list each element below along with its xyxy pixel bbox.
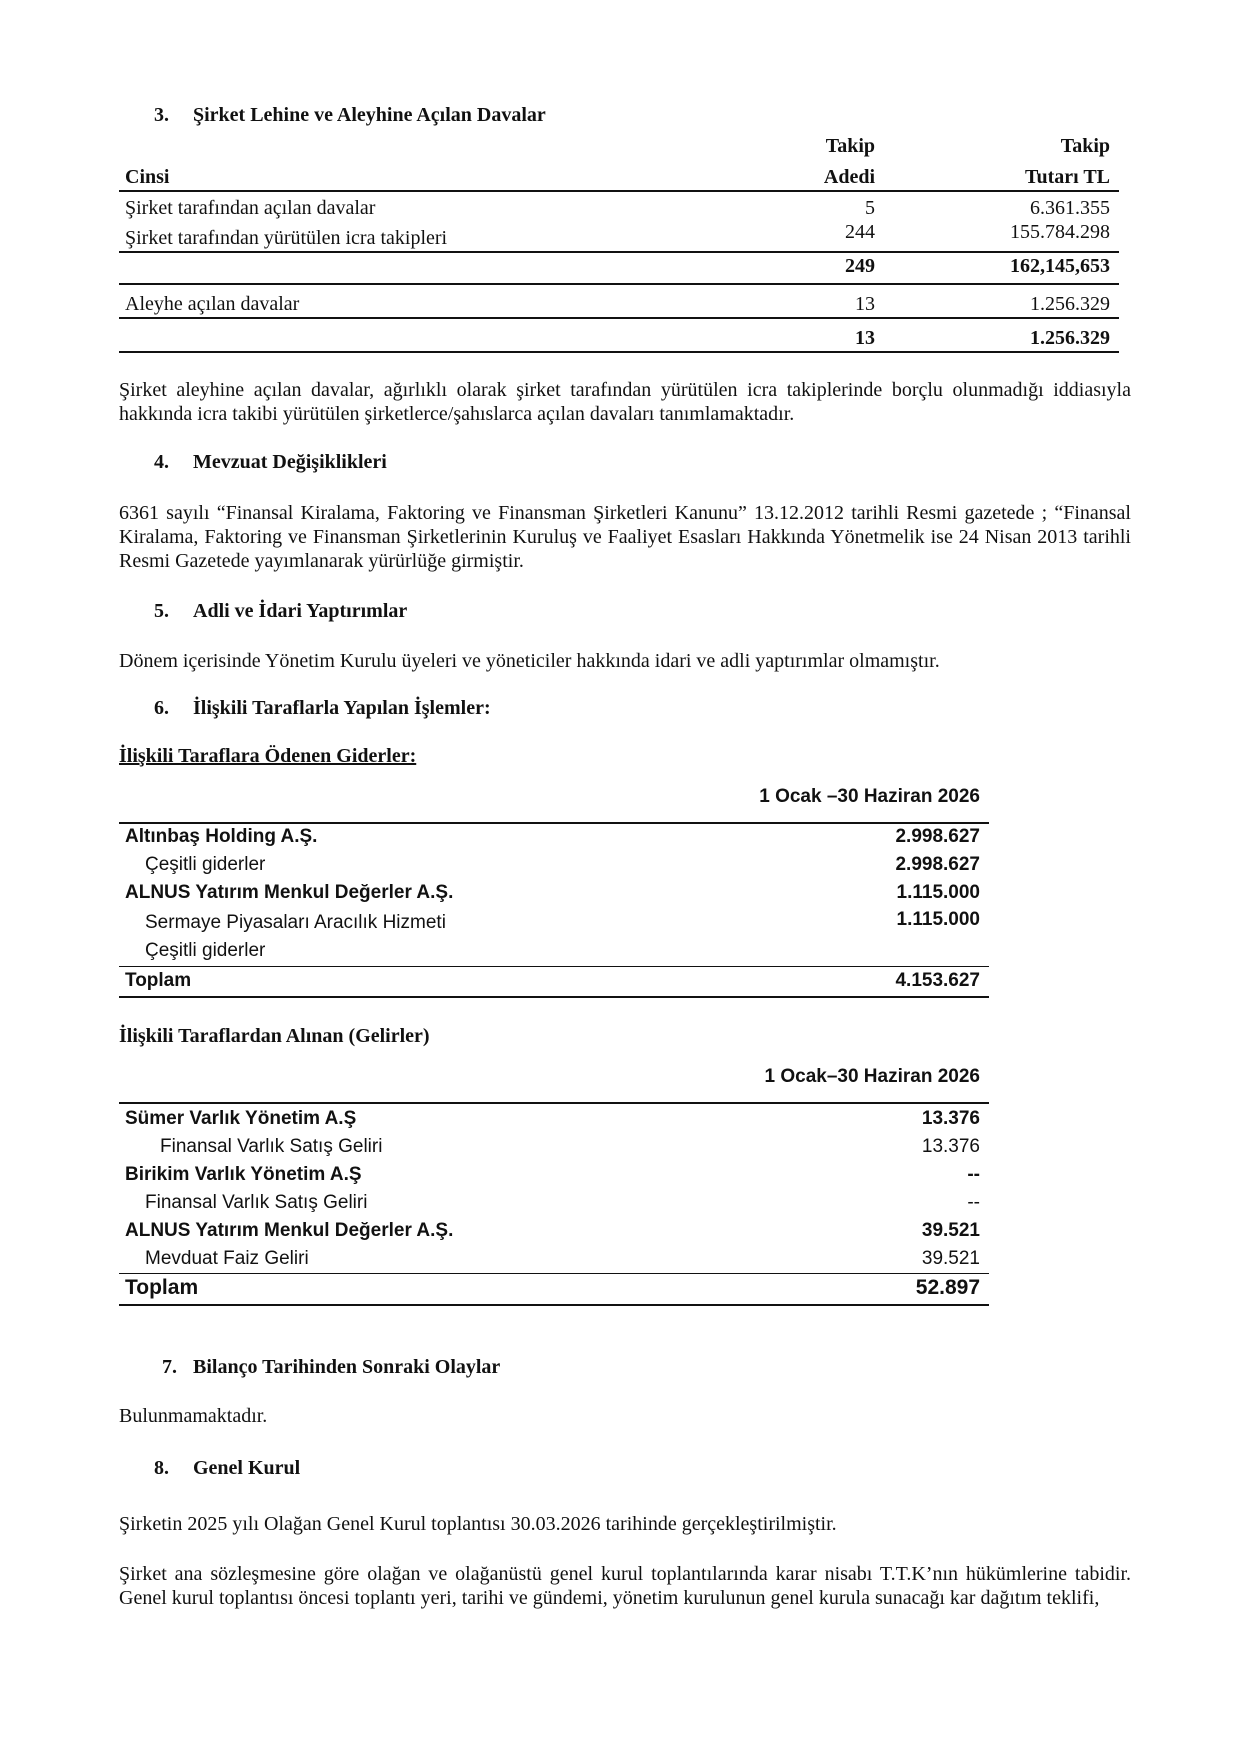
row-label: Altınbaş Holding A.Ş. <box>125 826 318 847</box>
section-5-title: Adli ve İdari Yaptırımlar <box>193 600 408 622</box>
row-label: Birikim Varlık Yönetim A.Ş <box>125 1164 362 1185</box>
total-value: 52.897 <box>915 1276 980 1299</box>
row-count: 13 <box>855 293 875 315</box>
row-label: Sermaye Piyasaları Aracılık Hizmeti <box>145 912 446 933</box>
row-label: Şirket tarafından açılan davalar <box>125 197 376 219</box>
expenses-period-header: 1 Ocak –30 Haziran 2026 <box>759 786 980 807</box>
section-3-number: 3. <box>154 104 169 126</box>
col-count-header-line2: Adedi <box>823 166 875 188</box>
row-value: 2.998.627 <box>895 854 980 875</box>
total-rule-top <box>119 1273 989 1274</box>
row-label: Çeşitli giderler <box>145 940 266 961</box>
section-8-number: 8. <box>154 1457 169 1479</box>
section-6-number: 6. <box>154 697 169 719</box>
row-value: -- <box>967 1164 980 1185</box>
subtotal-amount: 1.256.329 <box>1030 327 1110 349</box>
row-label: ALNUS Yatırım Menkul Değerler A.Ş. <box>125 1220 454 1241</box>
row-label: Aleyhe açılan davalar <box>125 293 300 315</box>
row-value: 13.376 <box>921 1136 980 1157</box>
subtotal-rule-bottom <box>119 283 1119 285</box>
section-5-paragraph: Dönem içerisinde Yönetim Kurulu üyeleri ve yöneticiler hakkında idari ve adli yaptırımlar olmamıştır. <box>119 650 940 672</box>
subtotal-rule-bottom <box>119 351 1119 353</box>
row-value: 1.115.000 <box>896 882 980 903</box>
row-label: Finansal Varlık Satış Geliri <box>145 1192 368 1213</box>
header-rule <box>119 822 989 824</box>
row-value: 39.521 <box>921 1248 980 1269</box>
section-6-title: İlişkili Taraflarla Yapılan İşlemler: <box>193 697 491 719</box>
section-7-paragraph: Bulunmamaktadır. <box>119 1405 268 1427</box>
income-period-header: 1 Ocak–30 Haziran 2026 <box>764 1066 980 1087</box>
section-4-number: 4. <box>154 451 169 473</box>
section-8-paragraph-2: Şirket ana sözleşmesine göre olağan ve olağanüstü genel kurul toplantılarında karar nisabı T.T.K’nın hükümlerine tabidir. Genel kurul toplantısı öncesi toplantı yeri, tarihi ve gündemi, yönetim kurulunun genel kurula sunacağı kar dağıtım teklifi, <box>119 1563 1131 1609</box>
row-label: Sümer Varlık Yönetim A.Ş <box>125 1108 357 1129</box>
col-count-header-line1: Takip <box>825 135 875 157</box>
total-rule-bottom <box>119 996 989 998</box>
section-4-title: Mevzuat Değişiklikleri <box>193 451 387 473</box>
row-amount: 6.361.355 <box>1030 197 1110 219</box>
subtotal-rule-top <box>119 317 1119 319</box>
section-7-number: 7. <box>162 1356 177 1378</box>
row-amount: 1.256.329 <box>1030 293 1110 315</box>
row-count: 5 <box>865 197 875 219</box>
subtotal-amount: 162,145,653 <box>1010 255 1110 277</box>
header-rule <box>119 1102 989 1104</box>
total-label: Toplam <box>125 1276 199 1299</box>
col-type-header: Cinsi <box>125 166 170 188</box>
subtotal-count: 249 <box>845 255 875 277</box>
section-4-paragraph: 6361 sayılı “Finansal Kiralama, Faktoring ve Finansman Şirketleri Kanunu” 13.12.2012 tarihli Resmi gazetede ; “Finansal Kiralama, Faktoring ve Finansman Şirketlerinin Kuruluş ve Faaliyet Esasları Hakkında Yönetmelik ise 24 Nisan 2013 tarihli Resmi Gazetede yayımlanarak yürürlüğe girmiştir. <box>119 502 1131 572</box>
total-rule-top <box>119 966 989 967</box>
row-label: Çeşitli giderler <box>145 854 266 875</box>
row-amount: 155.784.298 <box>1010 221 1110 243</box>
expenses-heading: İlişkili Taraflara Ödenen Giderler: <box>119 745 417 767</box>
section-3-paragraph: Şirket aleyhine açılan davalar, ağırlıklı olarak şirket tarafından yürütülen icra takiplerinde borçlu olunmadığı iddiasıyla hakkında icra takibi yürütülen şirketlerce/şahıslarca açılan davaları tanımlamaktadır. <box>119 379 1131 425</box>
row-value: 1.115.000 <box>896 909 980 930</box>
row-label: Mevduat Faiz Geliri <box>145 1248 309 1269</box>
row-value: 13.376 <box>921 1108 980 1129</box>
row-value: 2.998.627 <box>895 826 980 847</box>
section-7-title: Bilanço Tarihinden Sonraki Olaylar <box>193 1356 501 1378</box>
total-value: 4.153.627 <box>895 970 980 991</box>
row-value: -- <box>967 1192 980 1213</box>
col-amount-header-line1: Takip <box>1060 135 1110 157</box>
header-rule <box>119 190 1119 192</box>
subtotal-count: 13 <box>855 327 875 349</box>
section-8-paragraph-1: Şirketin 2025 yılı Olağan Genel Kurul toplantısı 30.03.2026 tarihinde gerçekleştirilmiştir. <box>119 1513 837 1535</box>
section-5-number: 5. <box>154 600 169 622</box>
income-heading: İlişkili Taraflardan Alınan (Gelirler) <box>119 1025 430 1047</box>
subtotal-rule-top <box>119 251 1119 253</box>
row-value: 39.521 <box>921 1220 980 1241</box>
row-count: 244 <box>845 221 875 243</box>
row-label: Finansal Varlık Satış Geliri <box>160 1136 383 1157</box>
section-8-title: Genel Kurul <box>193 1457 301 1479</box>
total-label: Toplam <box>125 970 192 991</box>
col-amount-header-line2: Tutarı TL <box>1024 166 1110 188</box>
total-rule-bottom <box>119 1304 989 1306</box>
row-label: ALNUS Yatırım Menkul Değerler A.Ş. <box>125 882 454 903</box>
row-label: Şirket tarafından yürütülen icra takipleri <box>125 227 448 249</box>
section-3-title: Şirket Lehine ve Aleyhine Açılan Davalar <box>193 104 546 126</box>
